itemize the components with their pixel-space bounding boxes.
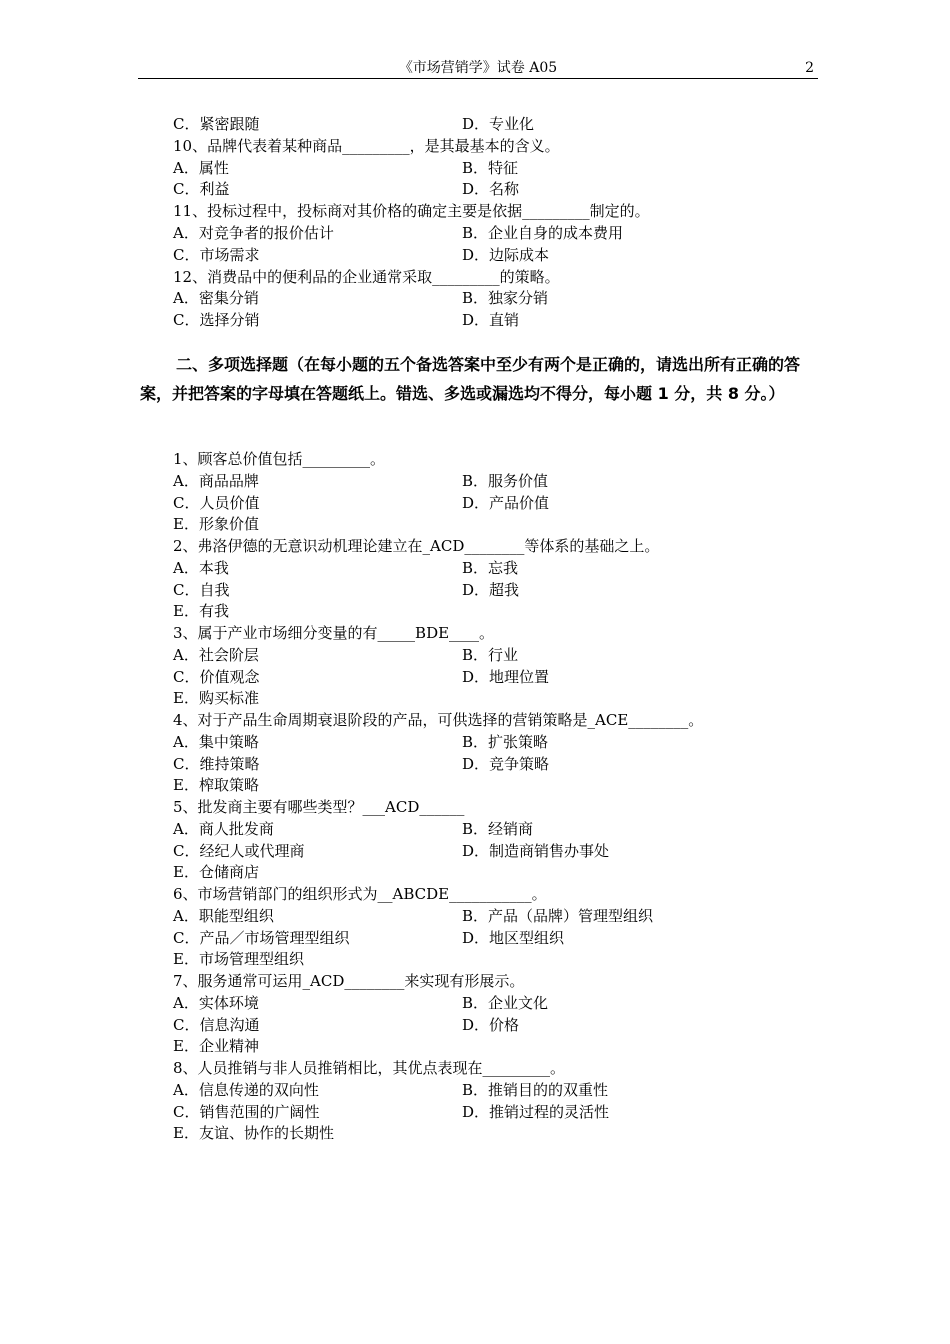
option-row: [0, 244, 950, 266]
question-stem: [0, 622, 950, 644]
option-right: D．制造商销售办事处: [462, 841, 610, 860]
option-row: [0, 840, 950, 862]
option-row: [0, 948, 950, 970]
option-left: A．社会阶层: [173, 645, 259, 664]
option-right: B．扩张策略: [462, 732, 549, 751]
option-right: D．超我: [462, 580, 520, 599]
option-left: A．集中策略: [173, 732, 259, 751]
option-left: C．信息沟通: [173, 1015, 260, 1034]
option-row: [0, 927, 950, 949]
question-stem: [0, 200, 950, 222]
question-text: 7、服务通常可运用_ACD________来实现有形展示。: [173, 972, 525, 990]
exam-title: 《市场营销学》试卷 A05: [398, 60, 558, 76]
question-stem: [0, 796, 950, 818]
question-stem: [0, 135, 950, 157]
option-row: [0, 687, 950, 709]
option-left: C．自我: [173, 580, 230, 599]
option-row: [0, 1035, 950, 1057]
question-text: 1、顾客总价值包括_________。: [173, 450, 386, 468]
option-left: A．对竞争者的报价估计: [173, 224, 334, 242]
option-row: [0, 666, 950, 688]
question-text: 6、市场营销部门的组织形式为__ABCDE___________。: [173, 885, 547, 903]
question-text: 2、弗洛伊德的无意识动机理论建立在_ACD________等体系的基础之上。: [173, 537, 660, 555]
option-left: C．维持策略: [173, 754, 260, 773]
option-left: C．选择分销: [173, 311, 260, 330]
question-text: 3、属于产业市场细分变量的有_____BDE____。: [173, 624, 495, 642]
option-row: [0, 113, 950, 135]
option-right: B．经销商: [462, 819, 534, 838]
option-row: [0, 287, 950, 309]
option-left: A．职能型组织: [173, 906, 274, 925]
option-left: C．销售范围的广阔性: [173, 1102, 320, 1121]
option-left: A．实体环境: [173, 993, 259, 1012]
option-right: D．专业化: [462, 115, 535, 133]
option-left: A．密集分销: [173, 289, 259, 308]
option-row: [0, 905, 950, 927]
option-left: C．产品／市场管理型组织: [173, 928, 350, 947]
option-row: [0, 861, 950, 883]
option-row: [0, 178, 950, 200]
option-right: B．产品（品牌）管理型组织: [462, 906, 654, 925]
option-row: [0, 513, 950, 535]
question-stem: [0, 1057, 950, 1079]
option-row: [0, 1101, 950, 1123]
question-text: 4、对于产品生命周期衰退阶段的产品，可供选择的营销策略是_ACE________。: [173, 711, 704, 729]
question-text: 12、消费品中的便利品的企业通常采取_________的策略。: [173, 267, 560, 286]
option-right: D．产品价值: [462, 493, 550, 512]
option-row: [0, 818, 950, 840]
option-left: E．有我: [173, 602, 229, 621]
option-row: [0, 600, 950, 622]
option-right: B．忘我: [462, 558, 519, 577]
option-row: [0, 753, 950, 775]
question-stem: [0, 266, 950, 288]
option-right: D．价格: [462, 1015, 520, 1034]
option-row: [0, 644, 950, 666]
option-row: [0, 1079, 950, 1101]
question-text: 5、批发商主要有哪些类型？___ACD______: [173, 798, 465, 816]
option-row: [0, 1122, 950, 1144]
option-left: E．企业精神: [173, 1037, 259, 1056]
option-row: [0, 731, 950, 753]
option-row: [0, 774, 950, 796]
option-row: [0, 222, 950, 244]
option-row: [0, 157, 950, 179]
option-row: [0, 992, 950, 1014]
option-right: D．推销过程的灵活性: [462, 1102, 610, 1121]
option-row: [0, 470, 950, 492]
option-left: A．商人批发商: [173, 819, 274, 838]
option-left: E．市场管理型组织: [173, 950, 304, 969]
option-left: A．信息传递的双向性: [173, 1080, 319, 1099]
option-left: A．商品品牌: [173, 471, 259, 490]
section-heading-multiple-choice: 二、多项选择题（在每小题的五个备选答案中至少有两个是正确的，请选出所有正确的答案，并把答案的字母填在答题纸上。错选、多选或漏选均不得分，每小题 1 分，共 8 分。）: [140, 355, 801, 403]
option-left: A．属性: [173, 158, 229, 177]
option-right: B．推销目的的双重性: [462, 1080, 609, 1099]
option-left: E．购买标准: [173, 689, 259, 708]
option-left: E．仓储商店: [173, 863, 259, 882]
option-row: [0, 309, 950, 331]
option-row: [0, 579, 950, 601]
option-right: B．服务价值: [462, 471, 549, 490]
page-number: 2: [805, 60, 814, 76]
option-right: B．企业自身的成本费用: [462, 224, 624, 242]
option-right: B．独家分销: [462, 289, 549, 308]
option-left: C．经纪人或代理商: [173, 841, 305, 860]
option-left: C．市场需求: [173, 245, 260, 264]
option-row: [0, 557, 950, 579]
question-stem: [0, 709, 950, 731]
option-right: D．边际成本: [462, 245, 550, 264]
option-right: D．地区型组织: [462, 928, 565, 947]
option-row: [0, 492, 950, 514]
option-right: D．直销: [462, 311, 520, 330]
question-text: 8、人员推销与非人员推销相比，其优点表现在_________。: [173, 1059, 566, 1077]
option-right: D．名称: [462, 180, 520, 199]
question-stem: [0, 535, 950, 557]
option-left: A．本我: [173, 558, 229, 577]
question-text: 10、品牌代表着某种商品_________，是其最基本的含义。: [173, 136, 560, 155]
question-stem: [0, 448, 950, 470]
option-left: C．价值观念: [173, 667, 260, 686]
question-stem: [0, 883, 950, 905]
page-header: [138, 60, 818, 79]
option-right: B．特征: [462, 158, 519, 177]
option-row: [0, 1014, 950, 1036]
option-right: B．企业文化: [462, 993, 549, 1012]
option-right: D．竞争策略: [462, 754, 550, 773]
option-left: C．利益: [173, 180, 230, 199]
option-left: E．榨取策略: [173, 776, 259, 795]
question-text: 11、投标过程中，投标商对其价格的确定主要是依据_________制定的。: [173, 202, 650, 221]
question-stem: [0, 970, 950, 992]
option-right: B．行业: [462, 645, 519, 664]
option-left: C．人员价值: [173, 493, 260, 512]
option-left: E．形象价值: [173, 515, 259, 534]
option-right: D．地理位置: [462, 667, 550, 686]
option-left: E．友谊、协作的长期性: [173, 1124, 334, 1143]
option-left: C．紧密跟随: [173, 115, 260, 133]
